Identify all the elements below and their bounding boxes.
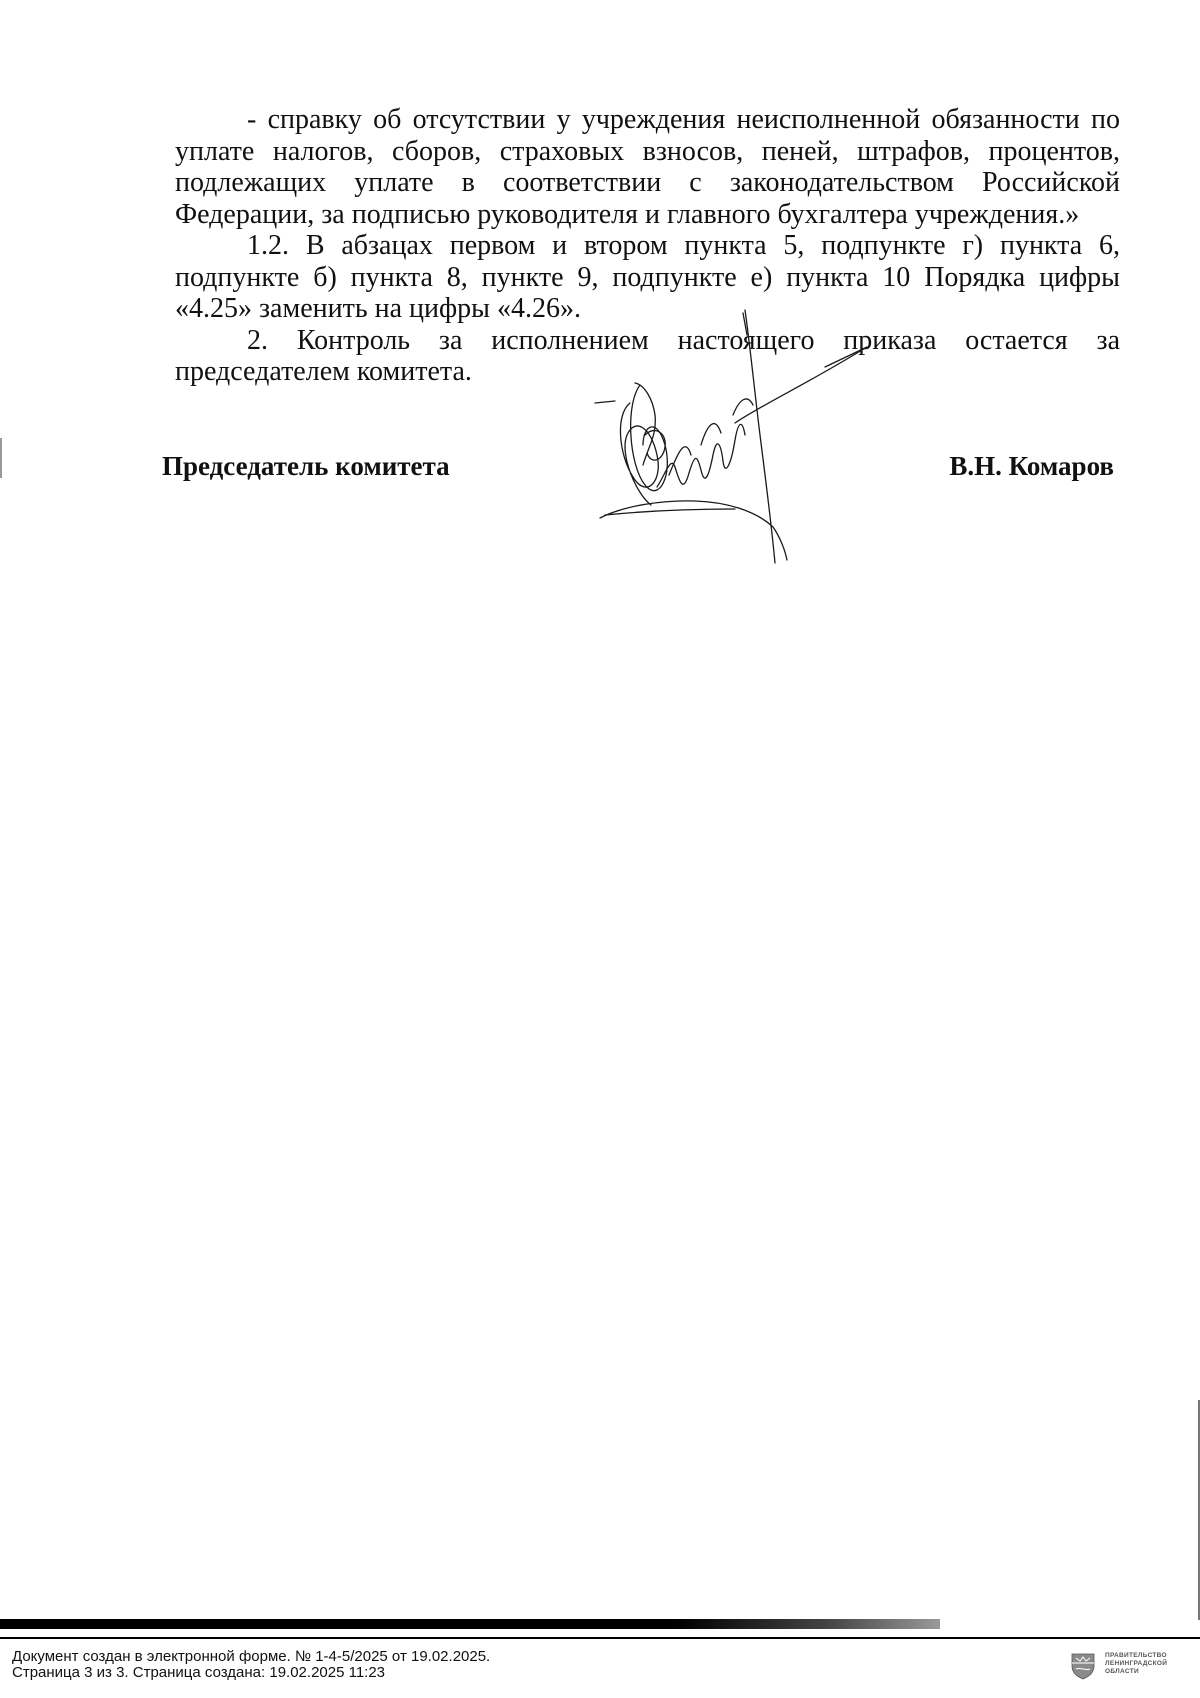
signatory-name: В.Н. Комаров (949, 451, 1114, 481)
org-line-2: ЛЕНИНГРАДСКОЙ (1105, 1660, 1168, 1667)
government-logo (1070, 1652, 1180, 1688)
org-line-3: ОБЛАСТИ (1105, 1668, 1139, 1675)
footer-rule-thick (0, 1619, 940, 1629)
organization-name (1105, 1652, 1167, 1676)
footer-document-line: Документ создан в электронной форме. № 1-4-5/2025 от 19.02.2025. (12, 1648, 491, 1665)
footer-rule-thin (0, 1637, 1200, 1639)
paragraph-1-2: 1.2. В абзацах первом и втором пункта 5, подпункте г) пункта 6, подпункте б) пункта 8, пункте 9, подпункте е) пункта 10 Порядка цифры «4.25» заменить на цифры «4.26». (175, 230, 1120, 324)
handwritten-signature (585, 305, 885, 585)
paragraph-certificate: - справку об отсутствии у учреждения неисполненной обязанности по уплате налогов, сборов, страховых взносов, пеней, штрафов, процентов, подлежащих уплате в соответствии с законодательством Российской Федерации, за подписью руководителя и главного бухгалтера учреждения.» (175, 104, 1120, 230)
signatory-title: Председатель комитета (162, 451, 450, 481)
footer-page-line: Страница 3 из 3. Страница создана: 19.02.2025 11:23 (12, 1664, 386, 1681)
scan-edge-mark (0, 438, 2, 478)
electronic-document-footer (12, 1649, 490, 1681)
paragraph-2: 2. Контроль за исполнением настоящего приказа остается за председателем комитета. (175, 324, 1120, 387)
coat-of-arms-icon (1070, 1652, 1096, 1680)
org-line-1: ПРАВИТЕЛЬСТВО (1105, 1652, 1167, 1659)
